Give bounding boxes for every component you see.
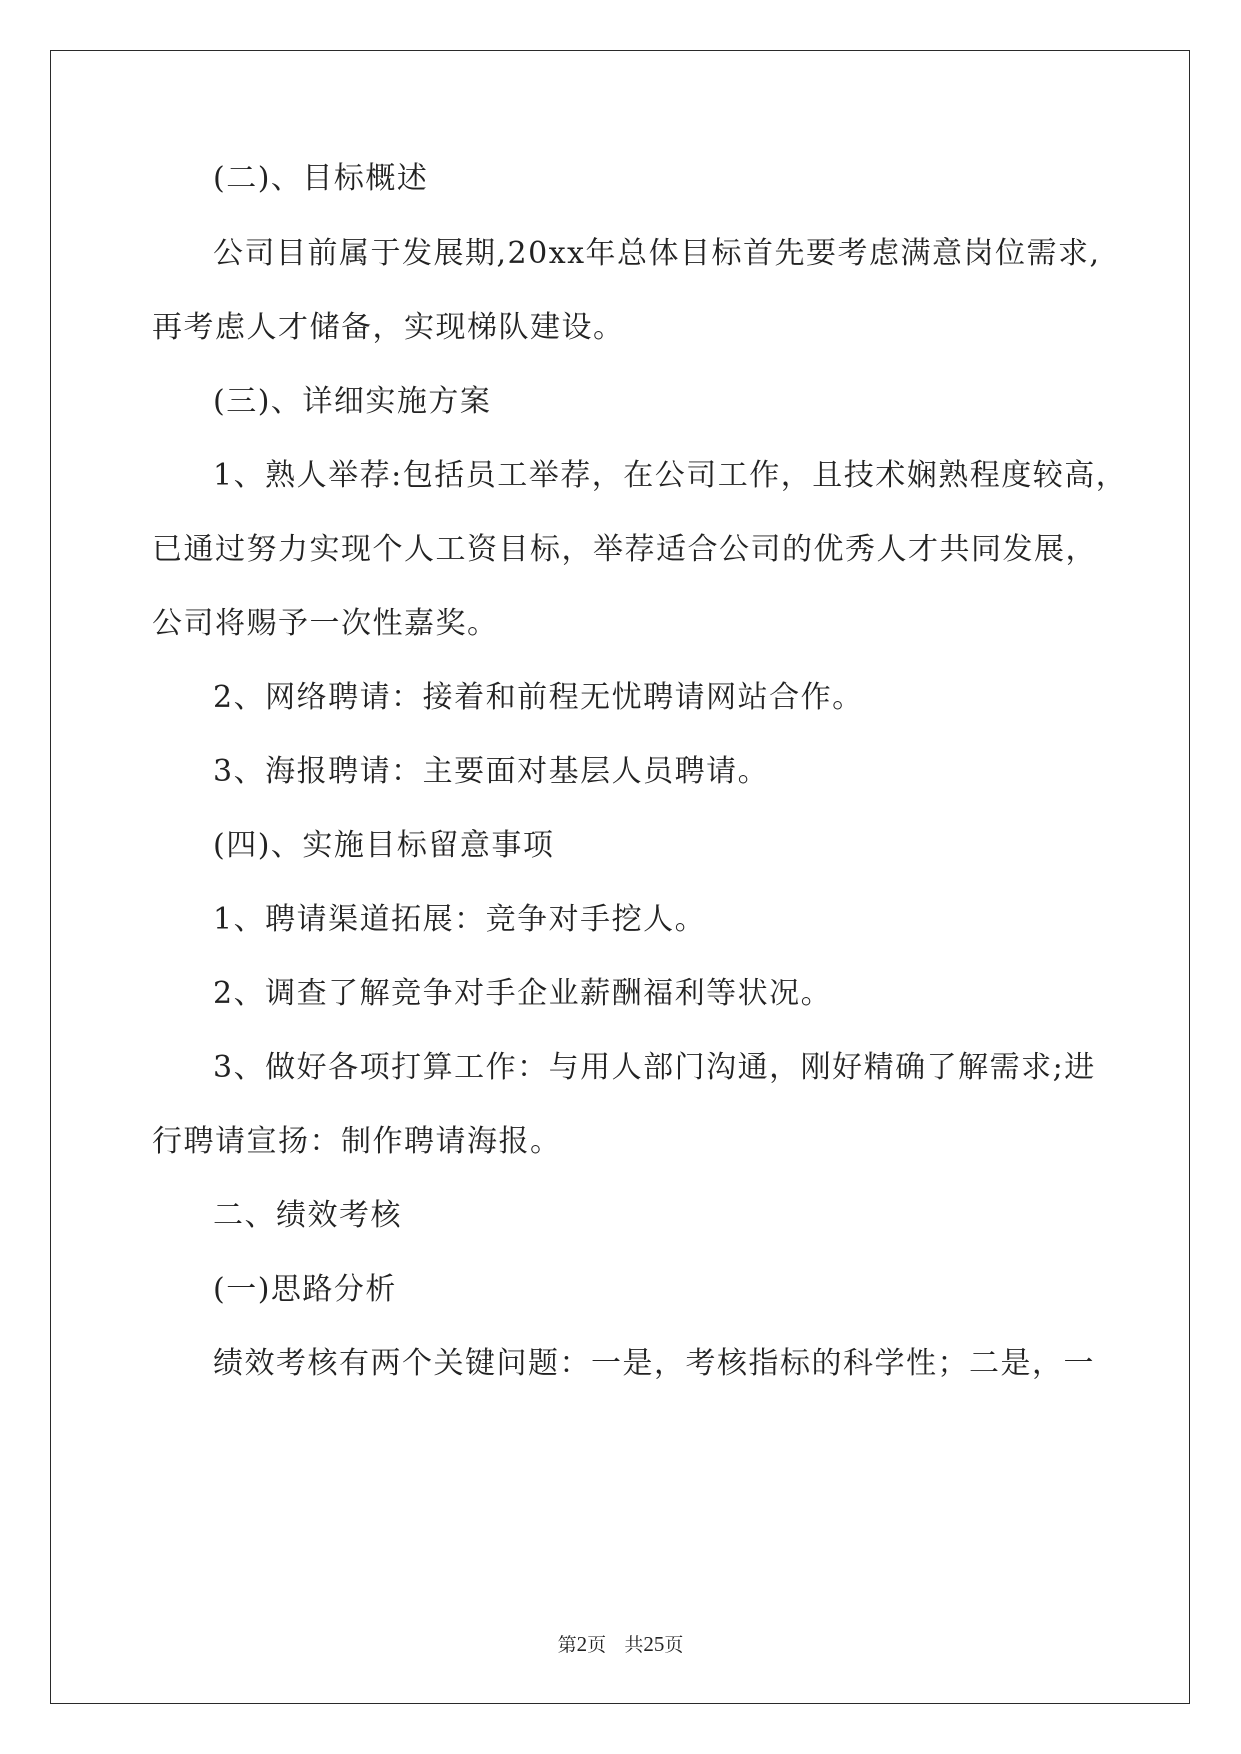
section-heading: (四)、实施目标留意事项 (213, 828, 555, 863)
section-heading: (一)思路分析 (213, 1272, 397, 1307)
paragraph-line: 行聘请宣扬：制作聘请海报。 (152, 1124, 562, 1159)
footer-total-suffix: 页 (664, 1634, 684, 1656)
section-heading: (三)、详细实施方案 (213, 384, 492, 419)
paragraph-line: 1、聘请渠道拓展：竞争对手挖人。 (213, 902, 707, 937)
current-page-number: 2 (576, 1632, 588, 1656)
paragraph-line: 2、网络聘请：接着和前程无忧聘请网站合作。 (213, 680, 864, 715)
paragraph-line: 再考虑人才储备，实现梯队建设。 (152, 310, 625, 345)
total-page-count: 25 (643, 1632, 665, 1656)
section-heading: 二、绩效考核 (213, 1198, 402, 1233)
paragraph-line: 公司目前属于发展期,20xx年总体目标首先要考虑满意岗位需求, (213, 236, 1101, 271)
footer-total-prefix: 共 (624, 1634, 644, 1656)
footer-page-suffix: 页 (587, 1634, 607, 1656)
paragraph-line: 公司将赐予一次性嘉奖。 (152, 606, 499, 641)
page-footer (0, 1630, 1241, 1657)
paragraph-line: 3、海报聘请：主要面对基层人员聘请。 (213, 754, 770, 789)
paragraph-line: 绩效考核有两个关键问题：一是，考核指标的科学性；二是，一 (213, 1346, 1095, 1381)
paragraph-line: 已通过努力实现个人工资目标，举荐适合公司的优秀人才共同发展， (152, 532, 1097, 567)
footer-prefix: 第 (557, 1634, 577, 1656)
section-heading: (二)、目标概述 (213, 161, 429, 196)
paragraph-line: 3、做好各项打算工作：与用人部门沟通，刚好精确了解需求;进 (213, 1050, 1096, 1085)
page-border (50, 50, 1190, 1704)
paragraph-line: 2、调查了解竞争对手企业薪酬福利等状况。 (213, 976, 833, 1011)
paragraph-line: 1、熟人举荐:包括员工举荐，在公司工作，且技术娴熟程度较高， (213, 458, 1128, 493)
